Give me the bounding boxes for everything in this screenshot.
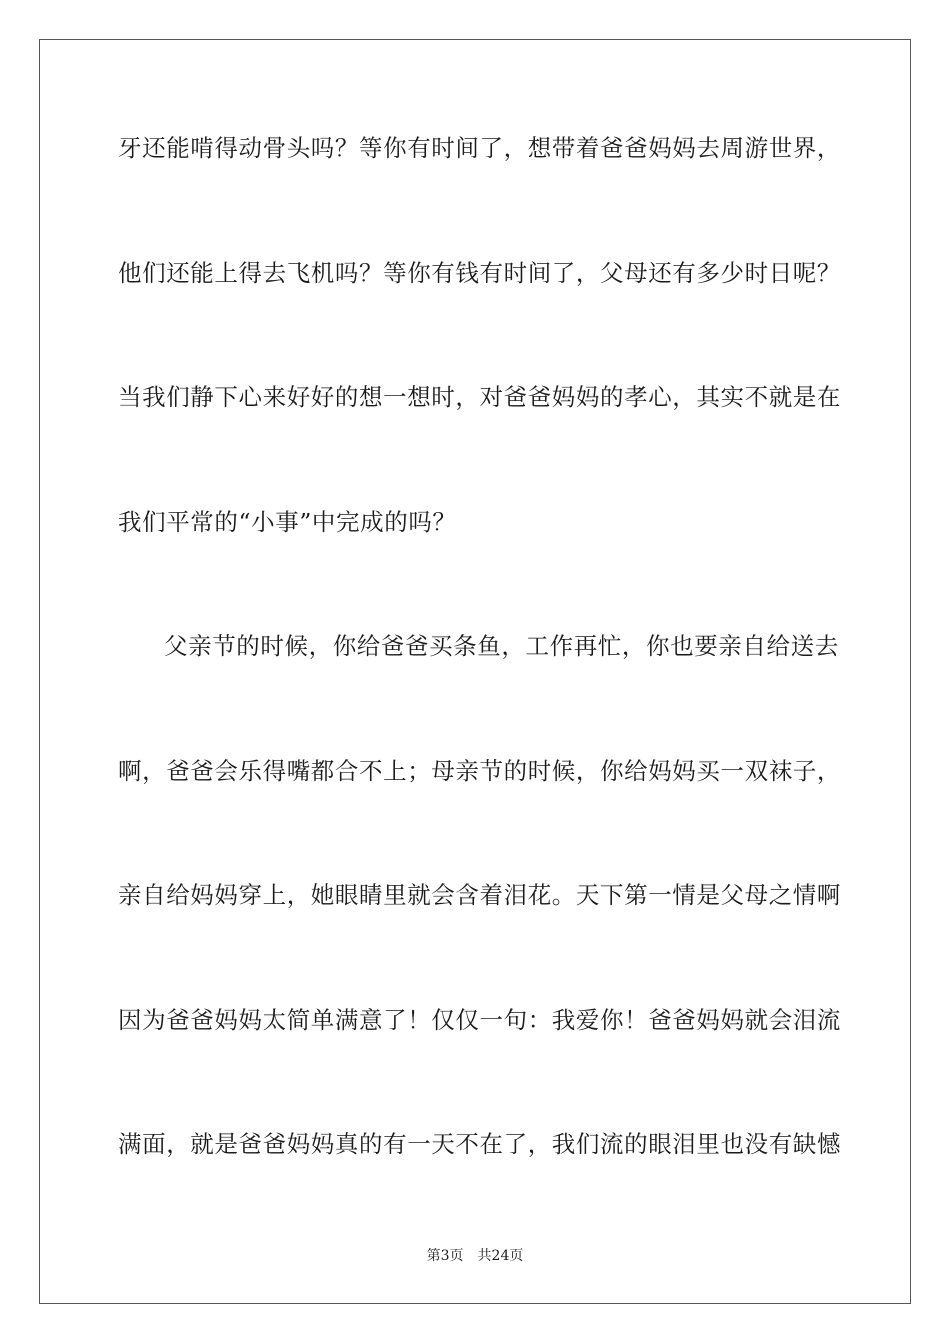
page-total: 共24页 [477,1248,524,1264]
text-line: 牙还能啃得动骨头吗？等你有时间了，想带着爸爸妈妈去周游世界， [118,134,841,162]
text-line: 啊，爸爸会乐得嘴都合不上；母亲节的时候，你给妈妈买一双袜子， [118,757,841,785]
text-line: 我们平常的“小事”中完成的吗？ [118,508,457,536]
text-line: 亲自给妈妈穿上，她眼睛里就会含着泪花。天下第一情是父母之情啊 [118,881,841,909]
text-line: 满面，就是爸爸妈妈真的有一天不在了，我们流的眼泪里也没有缺憾 [118,1130,841,1158]
page-footer [0,1246,950,1266]
paragraph-first-line: 父亲节的时候，你给爸爸买条鱼，工作再忙，你也要亲自给送去 [164,632,839,660]
page-number: 第3页 [426,1248,464,1264]
text-line: 他们还能上得去飞机吗？等你有钱有时间了，父母还有多少时日呢？ [118,259,841,287]
text-line: 当我们静下心来好好的想一想时，对爸爸妈妈的孝心，其实不就是在 [118,383,841,411]
text-line: 因为爸爸妈妈太简单满意了！仅仅一句：我爱你！爸爸妈妈就会泪流 [118,1006,841,1034]
page-border [39,39,911,1304]
